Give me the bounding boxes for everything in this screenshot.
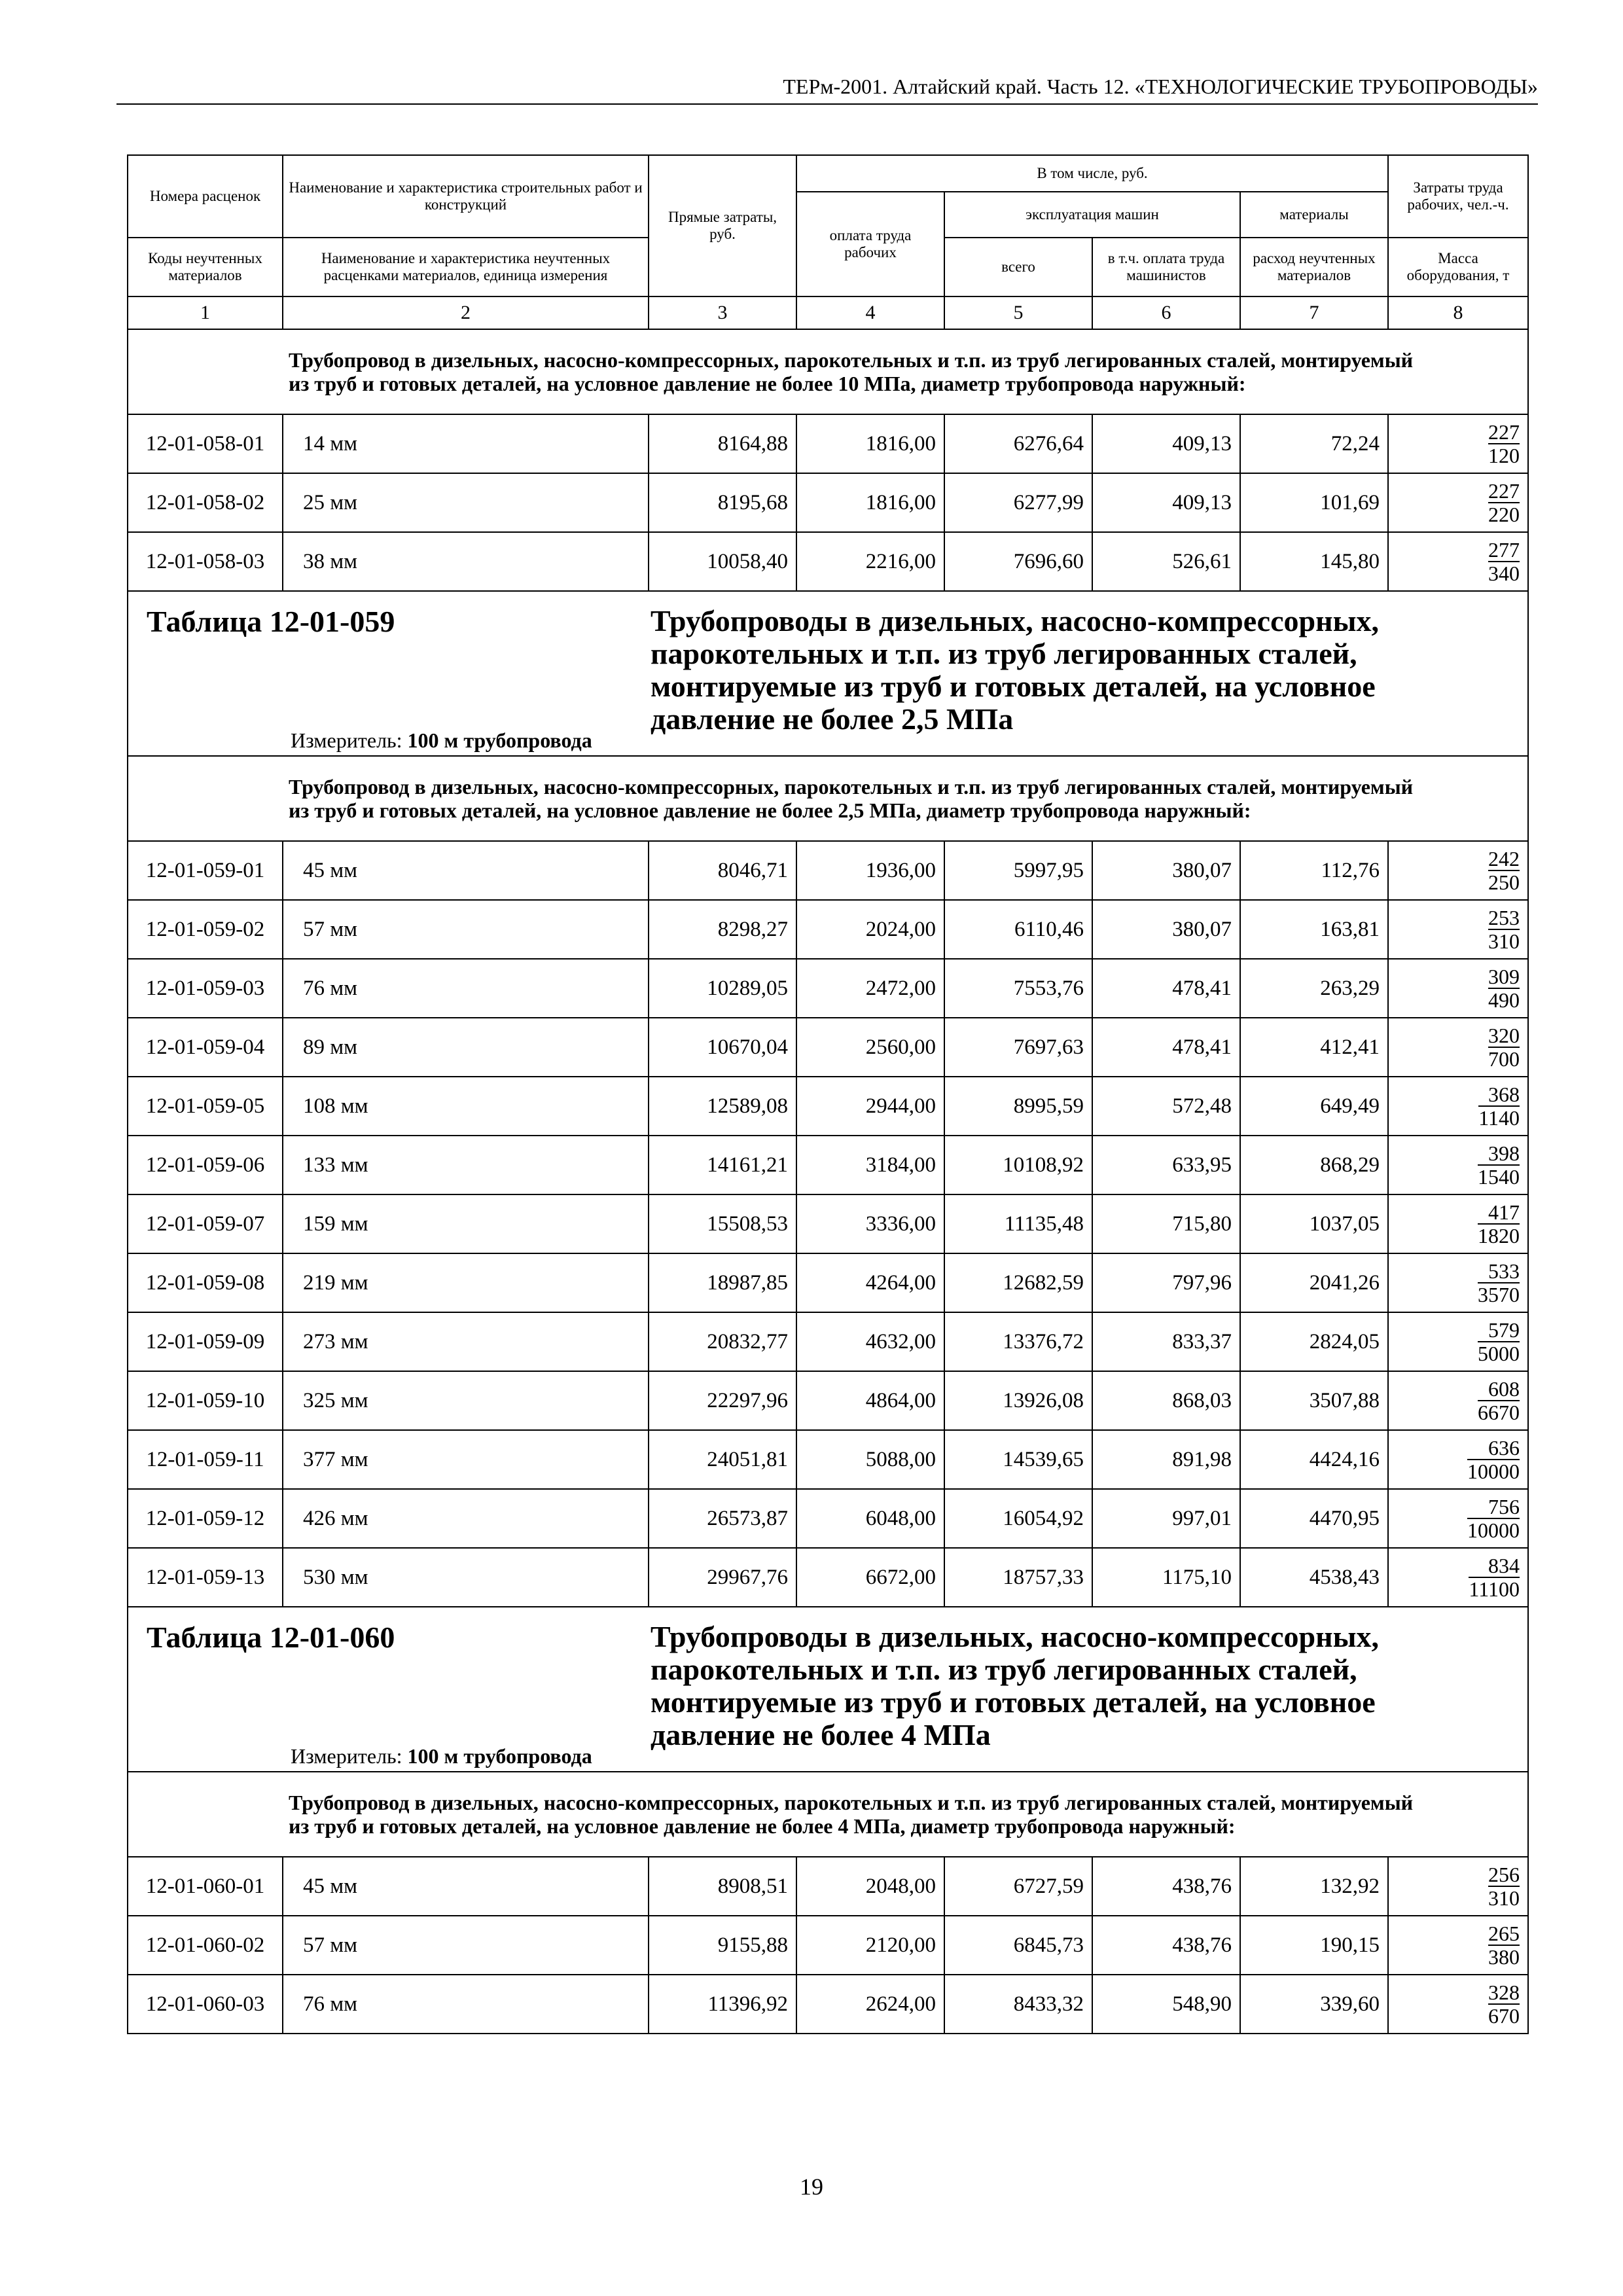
labor-costs-cell	[1388, 1371, 1528, 1430]
direct-costs: 8298,27	[649, 900, 796, 959]
table-row	[128, 1489, 1528, 1548]
labor-costs: 227	[1488, 420, 1520, 444]
machinist-pay: 478,41	[1092, 959, 1240, 1018]
col-total: всего	[944, 238, 1092, 296]
labor-costs-cell	[1388, 1489, 1528, 1548]
equipment-mass: 1140	[1478, 1106, 1520, 1130]
machine-ops-total: 6727,59	[944, 1857, 1092, 1916]
labor-costs-cell	[1388, 473, 1528, 532]
labor-costs-cell	[1388, 1253, 1528, 1312]
table-row	[128, 841, 1528, 900]
labor-pay: 2216,00	[796, 532, 944, 591]
machinist-pay: 526,61	[1092, 532, 1240, 591]
rate-code: 12-01-059-05	[128, 1077, 283, 1136]
materials: 4470,95	[1240, 1489, 1388, 1548]
pipe-diameter: 45 мм	[283, 1857, 649, 1916]
machine-ops-total: 8995,59	[944, 1077, 1092, 1136]
labor-pay: 2560,00	[796, 1018, 944, 1077]
pipe-diameter: 25 мм	[283, 473, 649, 532]
labor-costs-cell	[1388, 1136, 1528, 1194]
equipment-mass: 3570	[1478, 1283, 1520, 1306]
rate-code: 12-01-060-02	[128, 1916, 283, 1975]
col-number: 5	[944, 296, 1092, 329]
labor-pay: 3336,00	[796, 1194, 944, 1253]
labor-costs: 368	[1478, 1083, 1520, 1107]
machine-ops-total: 13926,08	[944, 1371, 1092, 1430]
rates-table	[127, 154, 1529, 2034]
table-row	[128, 1916, 1528, 1975]
materials: 145,80	[1240, 532, 1388, 591]
equipment-mass: 1540	[1478, 1165, 1520, 1189]
direct-costs: 18987,85	[649, 1253, 796, 1312]
machine-ops-total: 16054,92	[944, 1489, 1092, 1548]
machine-ops-total: 18757,33	[944, 1548, 1092, 1607]
machine-ops-total: 7697,63	[944, 1018, 1092, 1077]
section-description: Трубопровод в дизельных, насосно-компрессорных, парокотельных и т.п. из труб легированных сталей, монтируемый из труб и готовых деталей, на условное давление не более 10 МПа, диаметр трубопровода наружный:	[128, 329, 1528, 414]
rate-code: 12-01-058-03	[128, 532, 283, 591]
col-labor-pay: оплата труда рабочих	[796, 192, 944, 296]
table-title: Трубопроводы в дизельных, насосно-компрессорных, парокотельных и т.п. из труб легированных сталей, монтируемые из труб и готовых деталей, на условное давление не более 4 МПа	[651, 1620, 1380, 1751]
equipment-mass: 670	[1488, 2004, 1520, 2028]
col-number: 6	[1092, 296, 1240, 329]
direct-costs: 20832,77	[649, 1312, 796, 1371]
machinist-pay: 633,95	[1092, 1136, 1240, 1194]
pipe-diameter: 57 мм	[283, 900, 649, 959]
direct-costs: 12589,08	[649, 1077, 796, 1136]
pipe-diameter: 76 мм	[283, 1975, 649, 2034]
rate-code: 12-01-059-09	[128, 1312, 283, 1371]
table-060	[128, 1607, 1528, 1857]
labor-pay: 2120,00	[796, 1916, 944, 1975]
col-material-codes: Коды неучтенных материалов	[128, 238, 283, 296]
machine-ops-total: 6110,46	[944, 900, 1092, 959]
pipe-diameter: 45 мм	[283, 841, 649, 900]
direct-costs: 11396,92	[649, 1975, 796, 2034]
machinist-pay: 548,90	[1092, 1975, 1240, 2034]
table-row	[128, 900, 1528, 959]
labor-costs-cell	[1388, 1548, 1528, 1607]
direct-costs: 26573,87	[649, 1489, 796, 1548]
col-unaccounted-materials: расход неучтенных материалов	[1240, 238, 1388, 296]
labor-costs-cell	[1388, 1077, 1528, 1136]
pipe-diameter: 57 мм	[283, 1916, 649, 1975]
table-label: Таблица 12-01-059	[147, 605, 395, 638]
materials: 412,41	[1240, 1018, 1388, 1077]
labor-costs-cell	[1388, 1916, 1528, 1975]
col-number: 3	[649, 296, 796, 329]
table-row	[128, 473, 1528, 532]
materials: 190,15	[1240, 1916, 1388, 1975]
table-row	[128, 1018, 1528, 1077]
table-row	[128, 1975, 1528, 2034]
section-description: Трубопровод в дизельных, насосно-компрессорных, парокотельных и т.п. из труб легированных сталей, монтируемый из труб и готовых деталей, на условное давление не более 2,5 МПа, диаметр трубопровода наружный:	[128, 756, 1528, 841]
table-row	[128, 1194, 1528, 1253]
meter-value: 100 м трубопровода	[407, 728, 592, 752]
equipment-mass: 250	[1488, 870, 1520, 894]
labor-pay: 2472,00	[796, 959, 944, 1018]
equipment-mass: 310	[1488, 1886, 1520, 1910]
rate-code: 12-01-060-01	[128, 1857, 283, 1916]
direct-costs: 10058,40	[649, 532, 796, 591]
machine-ops-total: 11135,48	[944, 1194, 1092, 1253]
equipment-mass: 10000	[1467, 1460, 1520, 1483]
materials: 339,60	[1240, 1975, 1388, 2034]
labor-costs: 227	[1488, 479, 1520, 503]
labor-costs: 636	[1467, 1437, 1520, 1460]
col-rate-numbers: Номера расценок	[128, 155, 283, 238]
machinist-pay: 833,37	[1092, 1312, 1240, 1371]
col-equipment-mass: Масса оборудования, т	[1388, 238, 1528, 296]
labor-costs-cell	[1388, 1018, 1528, 1077]
col-labor-costs: Затраты труда рабочих, чел.-ч.	[1388, 155, 1528, 238]
materials: 868,29	[1240, 1136, 1388, 1194]
labor-costs: 398	[1478, 1142, 1520, 1166]
labor-pay: 1936,00	[796, 841, 944, 900]
labor-costs-cell	[1388, 900, 1528, 959]
pipe-diameter: 108 мм	[283, 1077, 649, 1136]
col-machinist-pay: в т.ч. оплата труда машинистов	[1092, 238, 1240, 296]
pipe-diameter: 219 мм	[283, 1253, 649, 1312]
materials: 2824,05	[1240, 1312, 1388, 1371]
labor-costs: 309	[1488, 965, 1520, 988]
pipe-diameter: 14 мм	[283, 414, 649, 473]
machinist-pay: 409,13	[1092, 473, 1240, 532]
machinist-pay: 1175,10	[1092, 1548, 1240, 1607]
machinist-pay: 438,76	[1092, 1857, 1240, 1916]
direct-costs: 8046,71	[649, 841, 796, 900]
materials: 112,76	[1240, 841, 1388, 900]
labor-pay: 5088,00	[796, 1430, 944, 1489]
machinist-pay: 997,01	[1092, 1489, 1240, 1548]
col-machine-ops: эксплуатация машин	[944, 192, 1240, 238]
equipment-mass: 10000	[1467, 1518, 1520, 1542]
table-row	[128, 414, 1528, 473]
labor-costs-cell	[1388, 1430, 1528, 1489]
col-material-names: Наименование и характеристика неучтенных расценками материалов, единица измерения	[283, 238, 649, 296]
rate-code: 12-01-059-02	[128, 900, 283, 959]
direct-costs: 8908,51	[649, 1857, 796, 1916]
labor-costs-cell	[1388, 1975, 1528, 2034]
direct-costs: 10670,04	[649, 1018, 796, 1077]
table-title-block	[128, 1607, 1528, 1772]
labor-costs: 242	[1488, 847, 1520, 870]
column-numbers-row	[128, 296, 1528, 329]
table-header	[128, 155, 1528, 329]
equipment-mass: 490	[1488, 988, 1520, 1012]
meter-value: 100 м трубопровода	[407, 1744, 592, 1768]
labor-costs-cell	[1388, 959, 1528, 1018]
machine-ops-total: 6276,64	[944, 414, 1092, 473]
col-number: 7	[1240, 296, 1388, 329]
labor-costs: 608	[1478, 1378, 1520, 1401]
table-row	[128, 1077, 1528, 1136]
col-direct-costs: Прямые затраты, руб.	[649, 155, 796, 296]
direct-costs: 15508,53	[649, 1194, 796, 1253]
machinist-pay: 891,98	[1092, 1430, 1240, 1489]
labor-costs-cell	[1388, 841, 1528, 900]
materials: 72,24	[1240, 414, 1388, 473]
pipe-diameter: 426 мм	[283, 1489, 649, 1548]
labor-costs: 834	[1469, 1554, 1520, 1578]
pipe-diameter: 133 мм	[283, 1136, 649, 1194]
direct-costs: 10289,05	[649, 959, 796, 1018]
pipe-diameter: 76 мм	[283, 959, 649, 1018]
equipment-mass: 11100	[1469, 1577, 1520, 1601]
labor-costs: 320	[1488, 1024, 1520, 1047]
machine-ops-total: 7696,60	[944, 532, 1092, 591]
machinist-pay: 868,03	[1092, 1371, 1240, 1430]
labor-costs-cell	[1388, 532, 1528, 591]
labor-pay: 1816,00	[796, 473, 944, 532]
equipment-mass: 120	[1488, 444, 1520, 467]
labor-pay: 6048,00	[796, 1489, 944, 1548]
labor-costs-cell	[1388, 1312, 1528, 1371]
labor-costs-cell	[1388, 1194, 1528, 1253]
rate-code: 12-01-059-07	[128, 1194, 283, 1253]
table-title: Трубопроводы в дизельных, насосно-компрессорных, парокотельных и т.п. из труб легированных сталей, монтируемые из труб и готовых деталей, на условное давление не более 2,5 МПа	[651, 604, 1380, 736]
direct-costs: 8195,68	[649, 473, 796, 532]
rows-059	[128, 841, 1528, 1607]
materials: 4538,43	[1240, 1548, 1388, 1607]
rate-code: 12-01-059-08	[128, 1253, 283, 1312]
equipment-mass: 310	[1488, 929, 1520, 953]
section-description: Трубопровод в дизельных, насосно-компрессорных, парокотельных и т.п. из труб легированных сталей, монтируемый из труб и готовых деталей, на условное давление не более 4 МПа, диаметр трубопровода наружный:	[128, 1772, 1528, 1857]
rate-code: 12-01-058-02	[128, 473, 283, 532]
col-number: 8	[1388, 296, 1528, 329]
labor-pay: 1816,00	[796, 414, 944, 473]
table-row	[128, 1312, 1528, 1371]
machine-ops-total: 10108,92	[944, 1136, 1092, 1194]
rate-code: 12-01-059-13	[128, 1548, 283, 1607]
labor-costs-cell	[1388, 414, 1528, 473]
machinist-pay: 572,48	[1092, 1077, 1240, 1136]
rate-code: 12-01-059-03	[128, 959, 283, 1018]
rows-058	[128, 414, 1528, 591]
labor-pay: 4632,00	[796, 1312, 944, 1371]
labor-costs: 265	[1488, 1922, 1520, 1945]
direct-costs: 9155,88	[649, 1916, 796, 1975]
machine-ops-total: 13376,72	[944, 1312, 1092, 1371]
col-number: 1	[128, 296, 283, 329]
labor-costs-cell	[1388, 1857, 1528, 1916]
rate-code: 12-01-059-11	[128, 1430, 283, 1489]
rate-code: 12-01-058-01	[128, 414, 283, 473]
materials: 263,29	[1240, 959, 1388, 1018]
equipment-mass: 380	[1488, 1945, 1520, 1969]
col-including: В том числе, руб.	[796, 155, 1388, 192]
page-number: 19	[800, 2174, 823, 2200]
machinist-pay: 478,41	[1092, 1018, 1240, 1077]
rate-code: 12-01-059-12	[128, 1489, 283, 1548]
table-row	[128, 1253, 1528, 1312]
materials: 3507,88	[1240, 1371, 1388, 1430]
machine-ops-total: 14539,65	[944, 1430, 1092, 1489]
direct-costs: 24051,81	[649, 1430, 796, 1489]
table-row	[128, 1548, 1528, 1607]
direct-costs: 22297,96	[649, 1371, 796, 1430]
labor-pay: 2944,00	[796, 1077, 944, 1136]
labor-costs: 253	[1488, 906, 1520, 929]
col-number: 4	[796, 296, 944, 329]
rate-code: 12-01-060-03	[128, 1975, 283, 2034]
machine-ops-total: 5997,95	[944, 841, 1092, 900]
pipe-diameter: 325 мм	[283, 1371, 649, 1430]
equipment-mass: 340	[1488, 562, 1520, 585]
machinist-pay: 380,07	[1092, 841, 1240, 900]
pipe-diameter: 38 мм	[283, 532, 649, 591]
rate-code: 12-01-059-06	[128, 1136, 283, 1194]
machine-ops-total: 6277,99	[944, 473, 1092, 532]
direct-costs: 29967,76	[649, 1548, 796, 1607]
table-row	[128, 532, 1528, 591]
materials: 101,69	[1240, 473, 1388, 532]
materials: 163,81	[1240, 900, 1388, 959]
rate-code: 12-01-059-01	[128, 841, 283, 900]
materials: 4424,16	[1240, 1430, 1388, 1489]
section-058	[128, 329, 1528, 414]
machine-ops-total: 12682,59	[944, 1253, 1092, 1312]
equipment-mass: 700	[1488, 1047, 1520, 1071]
col-materials: материалы	[1240, 192, 1388, 238]
rate-code: 12-01-059-04	[128, 1018, 283, 1077]
meter-label: Измеритель:	[291, 1744, 402, 1768]
table-059	[128, 591, 1528, 841]
rows-060	[128, 1857, 1528, 2034]
header-rule	[116, 103, 1538, 105]
labor-costs: 256	[1488, 1863, 1520, 1886]
table-title-block	[128, 591, 1528, 756]
direct-costs: 14161,21	[649, 1136, 796, 1194]
machine-ops-total: 8433,32	[944, 1975, 1092, 2034]
labor-pay: 4264,00	[796, 1253, 944, 1312]
labor-pay: 3184,00	[796, 1136, 944, 1194]
labor-costs: 756	[1467, 1496, 1520, 1519]
meter-label: Измеритель:	[291, 728, 402, 752]
labor-costs: 328	[1488, 1981, 1520, 2004]
rate-code: 12-01-059-10	[128, 1371, 283, 1430]
table-meter	[291, 1744, 592, 1768]
machinist-pay: 380,07	[1092, 900, 1240, 959]
table-row	[128, 1430, 1528, 1489]
table-row	[128, 1136, 1528, 1194]
machinist-pay: 797,96	[1092, 1253, 1240, 1312]
table-row	[128, 959, 1528, 1018]
materials: 1037,05	[1240, 1194, 1388, 1253]
running-header: ТЕРм-2001. Алтайский край. Часть 12. «ТЕХНОЛОГИЧЕСКИЕ ТРУБОПРОВОДЫ»	[783, 75, 1538, 98]
labor-pay: 2624,00	[796, 1975, 944, 2034]
equipment-mass: 1820	[1478, 1224, 1520, 1247]
pipe-diameter: 159 мм	[283, 1194, 649, 1253]
col-number: 2	[283, 296, 649, 329]
pipe-diameter: 530 мм	[283, 1548, 649, 1607]
table-row	[128, 1857, 1528, 1916]
labor-costs: 277	[1488, 538, 1520, 562]
equipment-mass: 5000	[1478, 1342, 1520, 1365]
materials: 2041,26	[1240, 1253, 1388, 1312]
labor-pay: 4864,00	[796, 1371, 944, 1430]
direct-costs: 8164,88	[649, 414, 796, 473]
machine-ops-total: 6845,73	[944, 1916, 1092, 1975]
labor-costs: 579	[1478, 1319, 1520, 1342]
table-label: Таблица 12-01-060	[147, 1621, 395, 1654]
materials: 649,49	[1240, 1077, 1388, 1136]
table-meter	[291, 728, 592, 753]
labor-costs: 533	[1478, 1260, 1520, 1283]
pipe-diameter: 89 мм	[283, 1018, 649, 1077]
equipment-mass: 220	[1488, 503, 1520, 526]
col-work-name: Наименование и характеристика строительных работ и конструкций	[283, 155, 649, 238]
equipment-mass: 6670	[1478, 1401, 1520, 1424]
labor-pay: 2048,00	[796, 1857, 944, 1916]
pipe-diameter: 273 мм	[283, 1312, 649, 1371]
labor-pay: 6672,00	[796, 1548, 944, 1607]
labor-costs: 417	[1478, 1201, 1520, 1225]
machinist-pay: 409,13	[1092, 414, 1240, 473]
pipe-diameter: 377 мм	[283, 1430, 649, 1489]
table-row	[128, 1371, 1528, 1430]
labor-pay: 2024,00	[796, 900, 944, 959]
materials: 132,92	[1240, 1857, 1388, 1916]
machinist-pay: 438,76	[1092, 1916, 1240, 1975]
rates-table-frame	[127, 154, 1527, 2034]
machine-ops-total: 7553,76	[944, 959, 1092, 1018]
machinist-pay: 715,80	[1092, 1194, 1240, 1253]
